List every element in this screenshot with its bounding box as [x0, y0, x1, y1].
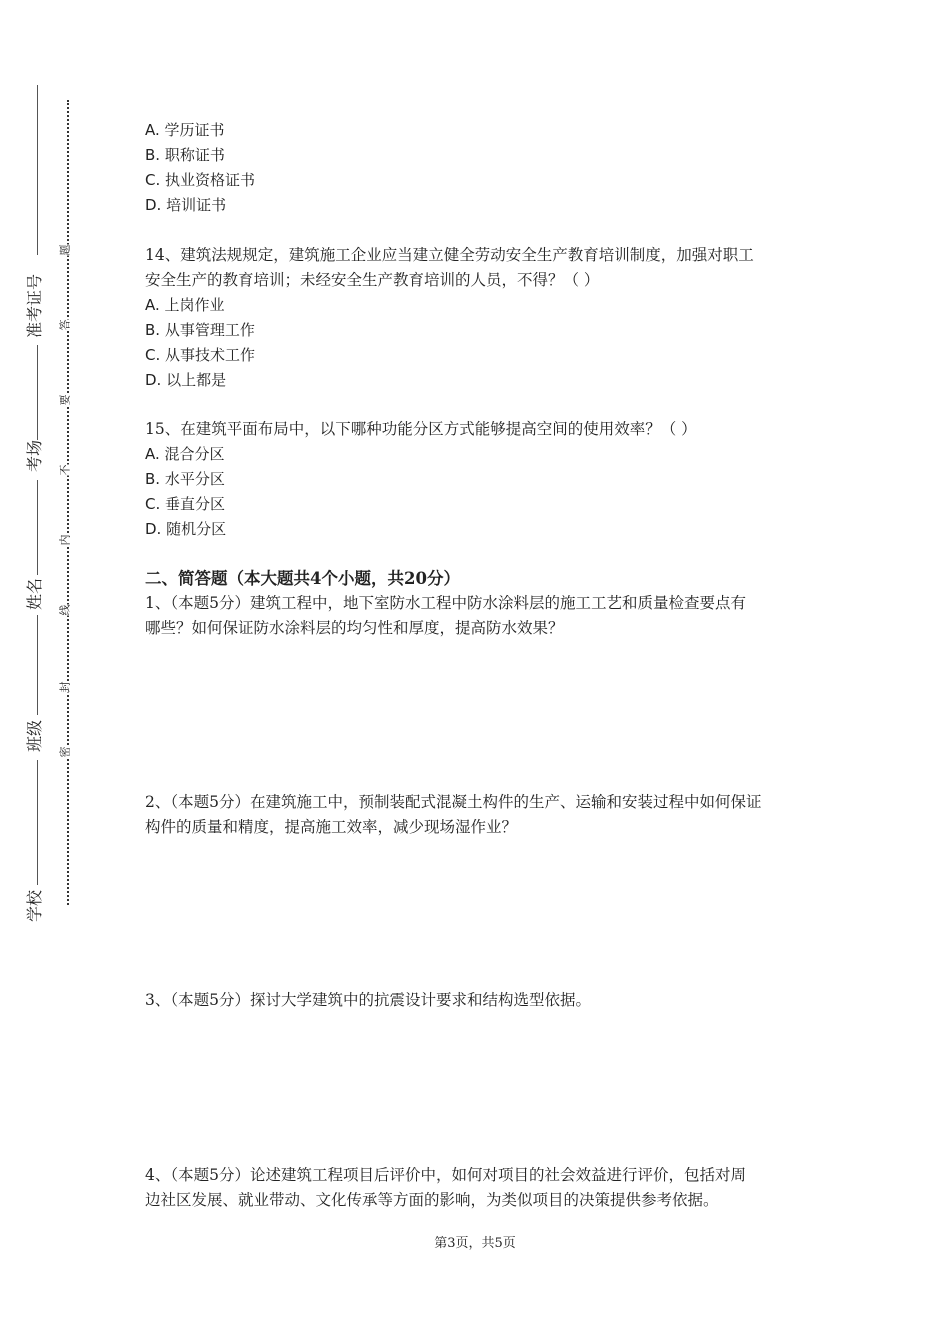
label-school: 学校 — [25, 889, 44, 922]
section-title: 二、简答题（本大题共4个小题，共20分） — [145, 569, 460, 588]
seal-char: 题 — [58, 244, 72, 256]
label-class: 班级 — [25, 719, 44, 752]
seal-char: 不 — [58, 464, 72, 476]
option: B. 从事管理工作 — [145, 321, 255, 339]
option: A. 混合分区 — [145, 445, 225, 463]
question-text: 2、（本题5分）在建筑施工中，预制装配式混凝土构件的生产、运输和安装过程中如何保证 — [145, 793, 762, 811]
option: A. 上岗作业 — [145, 296, 225, 314]
question-text: 4、（本题5分）论述建筑工程项目后评价中，如何对项目的社会效益进行评价，包括对周 — [145, 1166, 746, 1184]
option: D. 培训证书 — [145, 196, 227, 214]
seal-char: 答 — [58, 319, 72, 331]
margin-line — [37, 85, 38, 255]
question-text: 哪些？如何保证防水涂料层的均匀性和厚度，提高防水效果？ — [145, 619, 564, 637]
margin-line — [37, 345, 38, 440]
option: A. 学历证书 — [145, 121, 225, 139]
option: B. 水平分区 — [145, 470, 225, 488]
option: D. 随机分区 — [145, 520, 227, 538]
seal-char: 密 — [58, 746, 72, 758]
option: C. 垂直分区 — [145, 495, 226, 513]
label-name: 姓名 — [25, 577, 44, 610]
label-exam-room: 考场 — [25, 439, 44, 472]
seal-char: 内 — [58, 534, 72, 546]
margin-line — [37, 760, 38, 885]
option: C. 执业资格证书 — [145, 171, 256, 189]
option: D. 以上都是 — [145, 371, 227, 389]
label-exam-number: 准考证号 — [25, 273, 44, 338]
seal-char: 封 — [58, 681, 72, 693]
seal-dotted-line — [67, 100, 69, 905]
question-text: 边社区发展、就业带动、文化传承等方面的影响，为类似项目的决策提供参考依据。 — [145, 1191, 719, 1209]
question-text: 构件的质量和精度，提高施工效率，减少现场湿作业？ — [145, 818, 518, 836]
question-text: 3、（本题5分）探讨大学建筑中的抗震设计要求和结构选型依据。 — [145, 991, 591, 1009]
margin-line — [37, 480, 38, 575]
page-footer: 第3页，共5页 — [434, 1236, 516, 1251]
option: C. 从事技术工作 — [145, 346, 256, 364]
question-text: 安全生产的教育培训；未经安全生产教育培训的人员，不得？（ ） — [145, 271, 600, 289]
seal-char: 要 — [58, 394, 72, 406]
question-text: 1、（本题5分）建筑工程中，地下室防水工程中防水涂料层的施工工艺和质量检查要点有 — [145, 594, 746, 612]
question-text: 15、在建筑平面布局中，以下哪种功能分区方式能够提高空间的使用效率？（ ） — [145, 420, 697, 438]
seal-char: 线 — [58, 604, 72, 616]
option: B. 职称证书 — [145, 146, 225, 164]
margin-line — [37, 615, 38, 715]
question-text: 14、建筑法规规定，建筑施工企业应当建立健全劳动安全生产教育培训制度，加强对职工 — [145, 246, 754, 264]
